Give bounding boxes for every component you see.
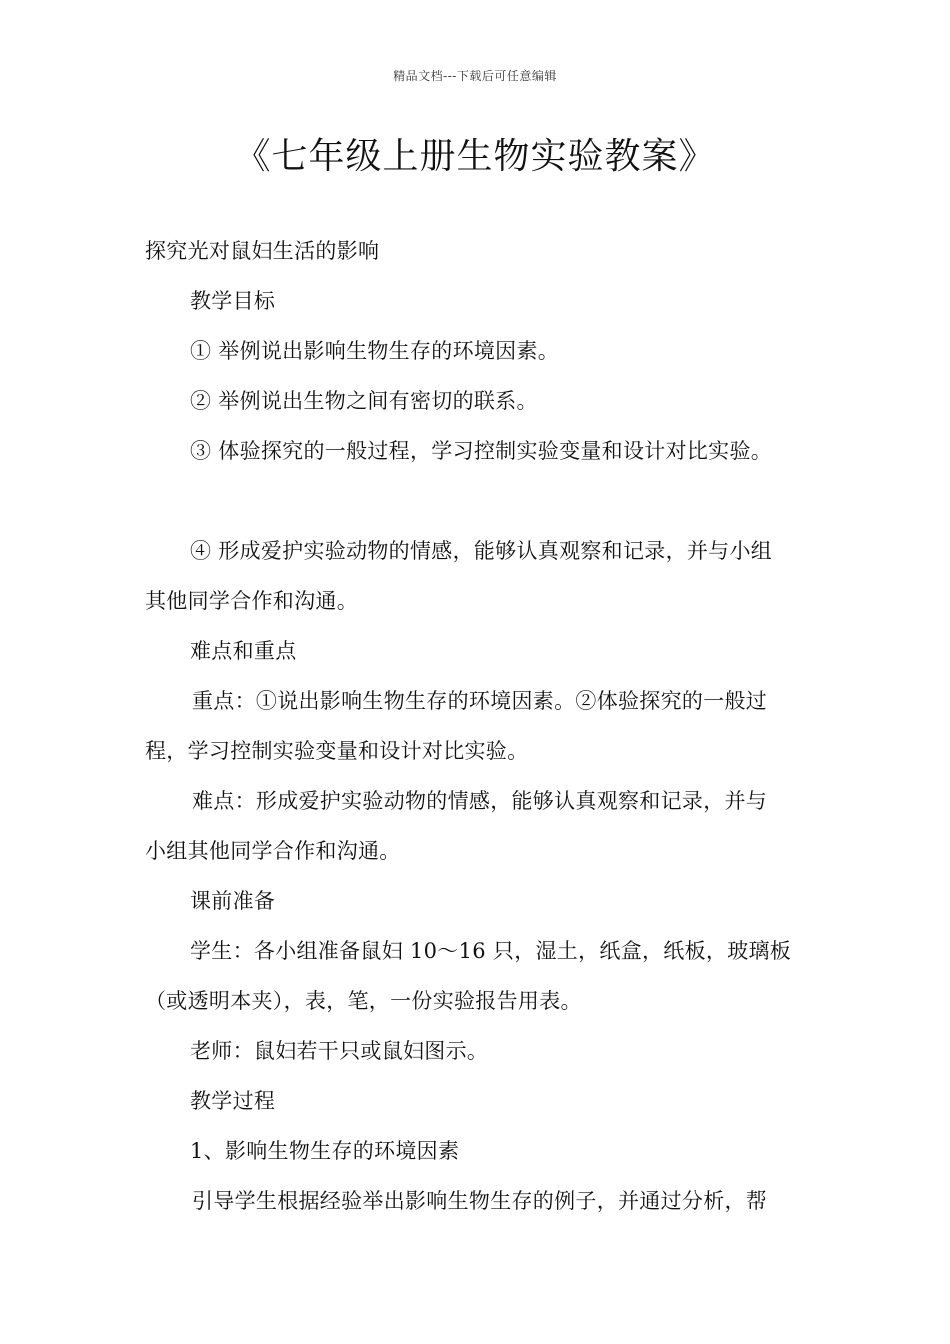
student-preparation: 学生：各小组准备鼠妇 10～16 只，湿土，纸盒，纸板，玻璃板: [190, 939, 792, 963]
section-heading: 探究光对鼠妇生活的影响: [145, 239, 380, 263]
subheading-teaching-process: 教学过程: [190, 1089, 276, 1113]
teacher-preparation: 老师：鼠妇若干只或鼠妇图示。: [190, 1039, 489, 1063]
goal-item-2: ② 举例说出生物之间有密切的联系。: [190, 389, 538, 413]
subheading-key-points: 难点和重点: [190, 639, 297, 663]
difficulty-text-continued: 小组其他同学合作和沟通。: [145, 839, 401, 863]
key-point-text-continued: 程，学习控制实验变量和设计对比实验。: [145, 739, 529, 763]
subheading-preparation: 课前准备: [190, 889, 276, 913]
document-title: 《七年级上册生物实验教案》: [234, 136, 716, 177]
key-point-text: 重点：①说出影响生物生存的环境因素。②体验探究的一般过: [192, 689, 768, 713]
process-step-1-text: 引导学生根据经验举出影响生物生存的例子，并通过分析，帮: [192, 1189, 768, 1213]
difficulty-text: 难点：形成爱护实验动物的情感，能够认真观察和记录，并与: [192, 789, 768, 813]
goal-item-3: ③ 体验探究的一般过程，学习控制实验变量和设计对比实验。: [190, 439, 773, 463]
process-step-1-heading: 1、影响生物生存的环境因素: [190, 1139, 460, 1163]
subheading-teaching-goals: 教学目标: [190, 289, 276, 313]
student-preparation-continued: （或透明本夹），表，笔，一份实验报告用表。: [145, 989, 582, 1013]
header-note: 精品文档---下载后可任意编辑: [393, 69, 557, 83]
goal-item-4-continued: 其他同学合作和沟通。: [145, 589, 358, 613]
goal-item-1: ① 举例说出影响生物生存的环境因素。: [190, 339, 560, 363]
goal-item-4: ④ 形成爱护实验动物的情感，能够认真观察和记录，并与小组: [190, 539, 773, 563]
